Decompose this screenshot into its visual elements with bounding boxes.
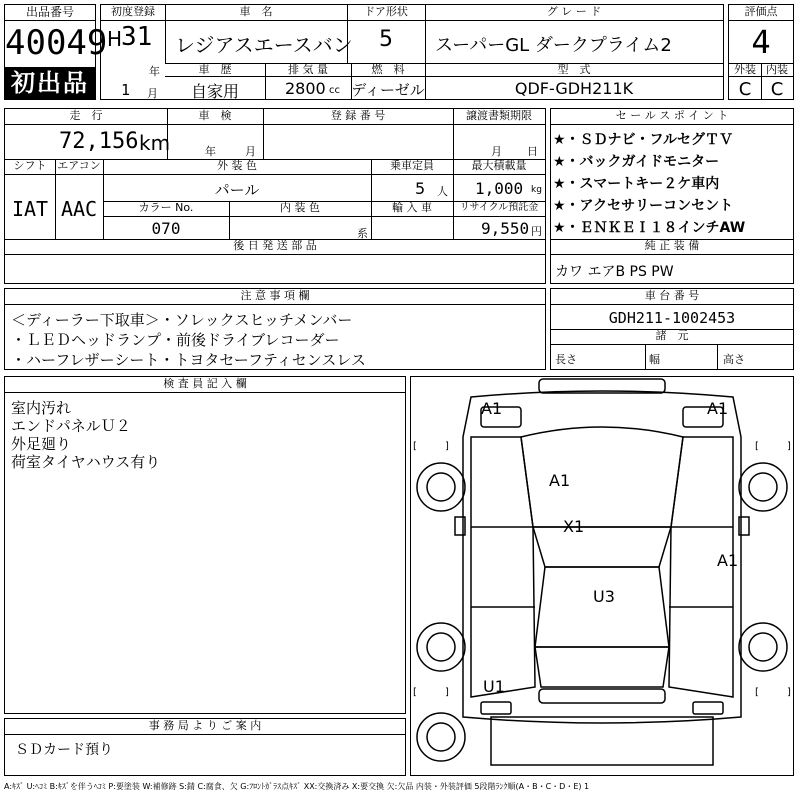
regno-label: 登 録 番 号 bbox=[263, 109, 453, 125]
car-diagram-box bbox=[410, 376, 794, 776]
displacement-label: 排 気 量 bbox=[265, 63, 351, 77]
bracket-mark: [ bbox=[755, 687, 759, 698]
car-body-outline bbox=[463, 391, 741, 723]
inspector-line: エンドパネルＵ２ bbox=[11, 417, 131, 435]
mileage-value: 72,156 bbox=[59, 129, 139, 154]
mark-hood: A1 bbox=[549, 471, 571, 490]
sales-points-box bbox=[550, 108, 794, 284]
recycle-label: リサイクル預託金 bbox=[453, 201, 545, 217]
recycle-unit: 円 bbox=[531, 225, 542, 238]
sales-point-item: ★・ＳＤナビ・フルセグＴＶ bbox=[553, 132, 733, 148]
vehicle-header-box bbox=[100, 4, 724, 100]
mark-roof: U3 bbox=[593, 587, 615, 606]
details-box bbox=[4, 108, 546, 284]
first-listing-text: 初出品 bbox=[11, 69, 89, 97]
hood-panel bbox=[521, 427, 683, 527]
model-label: 型 式 bbox=[425, 63, 723, 77]
name-label: 車 名 bbox=[165, 5, 347, 21]
transfer-label: 譲渡書類期限 bbox=[453, 109, 545, 125]
reg-era: H bbox=[107, 27, 123, 51]
inspector-label: 検 査 員 記 入 欄 bbox=[5, 377, 405, 393]
chassis-label: 車 台 番 号 bbox=[551, 289, 793, 305]
taillight-left bbox=[481, 702, 511, 714]
notes-label: 注 意 事 項 欄 bbox=[5, 289, 545, 305]
office-label: 事 務 局 よ り ご 案 内 bbox=[5, 719, 405, 735]
lot-number: 40049 bbox=[5, 23, 108, 63]
notes-box bbox=[4, 288, 546, 370]
bracket-mark: ] bbox=[445, 687, 449, 698]
car-diagram bbox=[411, 377, 793, 775]
inspection-year-unit: 年 bbox=[205, 145, 216, 158]
bracket-mark: ] bbox=[787, 687, 791, 698]
equipment-label: 純 正 装 備 bbox=[551, 239, 793, 255]
sales-points-label: セ ー ル ス ポ イ ン ト bbox=[551, 109, 793, 125]
score-box bbox=[728, 4, 794, 100]
history-label: 車 歴 bbox=[165, 63, 265, 77]
ext-value: C bbox=[738, 79, 752, 100]
recycle-value: 9,550 bbox=[481, 219, 530, 238]
mark-windshield: X1 bbox=[563, 517, 585, 536]
inspector-line: 荷室タイヤハウス有り bbox=[11, 453, 161, 471]
rear-glass bbox=[535, 647, 669, 687]
bracket-mark: ] bbox=[787, 441, 791, 452]
wheel-rear-right bbox=[739, 623, 787, 671]
interior-color-label: 内 装 色 bbox=[229, 201, 371, 217]
width-label: 幅 bbox=[649, 353, 660, 366]
notes-line: ・ＬＥＤヘッドランプ・前後ドライブレコーダー bbox=[11, 331, 340, 349]
inspector-box bbox=[4, 376, 406, 714]
capacity-value: 5 bbox=[415, 179, 426, 198]
office-text: ＳＤカード預り bbox=[15, 742, 113, 758]
displacement-value: 2800 bbox=[285, 79, 326, 98]
first-listing-badge bbox=[5, 67, 95, 99]
length-label: 長さ bbox=[555, 353, 577, 366]
office-box bbox=[4, 718, 406, 776]
load-label: 最大積載量 bbox=[453, 159, 545, 175]
sales-point-item: ★・バックガイドモニター bbox=[553, 154, 720, 170]
load-value: 1,000 bbox=[475, 179, 524, 198]
transfer-month-unit: 月 bbox=[491, 145, 502, 158]
color-value: パール bbox=[214, 181, 260, 199]
later-parts-label: 後 日 発 送 部 品 bbox=[5, 239, 545, 255]
int-value: C bbox=[770, 79, 784, 100]
left-side-panel bbox=[471, 437, 535, 697]
spare-tire bbox=[417, 713, 465, 761]
score-value: 4 bbox=[751, 23, 771, 61]
bottom-strip bbox=[491, 717, 713, 765]
grade-value: スーパーGL ダークプライム2 bbox=[435, 35, 672, 56]
capacity-label: 乗車定員 bbox=[371, 159, 453, 175]
color-no-value: 070 bbox=[151, 219, 181, 238]
int-label: 内装 bbox=[761, 63, 793, 77]
notes-line: ＜ディーラー下取車＞・ソレックスヒッチメンバー bbox=[11, 311, 353, 329]
height-label: 高さ bbox=[723, 353, 745, 366]
equipment-value: カワ エアB PS PW bbox=[555, 264, 674, 280]
dims-label: 諸 元 bbox=[551, 329, 793, 345]
ac-label: エアコン bbox=[55, 159, 103, 175]
displacement-unit: cc bbox=[329, 85, 340, 96]
vehicle-name: レジアスエースバン bbox=[175, 33, 353, 57]
fuel-label: 燃 料 bbox=[351, 63, 425, 77]
roof-panel bbox=[535, 567, 669, 647]
shift-label: シフト bbox=[5, 159, 55, 175]
reg-year-unit: 年 bbox=[149, 65, 160, 78]
shift-value: IAT bbox=[11, 197, 49, 221]
sales-point-item: ★・アクセサリーコンセント bbox=[553, 198, 734, 214]
reg-month-unit: 月 bbox=[147, 87, 158, 100]
fuel-value: ディーゼル bbox=[351, 81, 425, 99]
inspection-label: 車 検 bbox=[167, 109, 263, 125]
capacity-unit: 人 bbox=[437, 185, 448, 198]
mileage-label: 走 行 bbox=[5, 109, 167, 125]
reg-label: 初度登録 bbox=[101, 5, 165, 21]
inspection-month-unit: 月 bbox=[245, 145, 256, 158]
rear-bumper bbox=[539, 689, 665, 703]
lot-number-label: 出品番号 bbox=[5, 5, 95, 21]
taillight-right bbox=[693, 702, 723, 714]
bracket-mark: ] bbox=[445, 441, 449, 452]
load-unit: kg bbox=[531, 185, 542, 195]
ext-label: 外装 bbox=[729, 63, 761, 77]
door-label: ドア形状 bbox=[347, 5, 425, 21]
wheel-front-right bbox=[739, 463, 787, 511]
color-no-label: カラー No. bbox=[103, 201, 229, 217]
wheel-front-left bbox=[417, 463, 465, 511]
inspector-line: 外足廻り bbox=[11, 435, 72, 453]
bracket-mark: [ bbox=[755, 441, 759, 452]
door-value: 5 bbox=[379, 27, 393, 52]
mark-rear: U1 bbox=[483, 677, 505, 696]
sales-point-item: ★・スマートキー２ケ車内 bbox=[553, 176, 720, 192]
interior-color-suffix: 系 bbox=[357, 227, 368, 240]
reg-month: 1 bbox=[121, 81, 131, 99]
inspector-line: 室内汚れ bbox=[11, 399, 72, 417]
legend: A:ｷｽﾞ U:ﾍｺﾐ B:ｷｽﾞを伴うﾍｺﾐ P:要塗装 W:補修跡 S:錆 C:腐食、欠 G:ﾌﾛﾝﾄｶﾞﾗｽ点ｷｽﾞ XX:交換済み X:要交換 欠:欠品 内装・外装評価 5段階ﾗﾝｸ順(A・B・C・D・E) 1 bbox=[4, 782, 590, 791]
ac-value: AAC bbox=[60, 197, 98, 221]
color-label: 外 装 色 bbox=[103, 159, 371, 175]
lot-number-box bbox=[4, 4, 108, 100]
mileage-unit: km bbox=[139, 131, 171, 155]
mark-right-side: A1 bbox=[717, 551, 739, 570]
chassis-value: GDH211-1002453 bbox=[608, 309, 736, 327]
notes-line: ・ハーフレザーシート・トヨタセーフティセンスレス bbox=[11, 351, 366, 369]
model-value: QDF-GDH211K bbox=[514, 79, 634, 98]
transfer-day-unit: 日 bbox=[527, 145, 538, 158]
mark-front-right: A1 bbox=[707, 399, 729, 418]
bracket-mark: [ bbox=[413, 687, 417, 698]
windshield-panel bbox=[533, 527, 671, 567]
reg-year: 31 bbox=[121, 22, 153, 52]
wheel-rear-left bbox=[417, 623, 465, 671]
mark-front-left: A1 bbox=[481, 399, 503, 418]
chassis-box bbox=[550, 288, 794, 370]
import-label: 輸 入 車 bbox=[371, 201, 453, 217]
grade-label: グ レ ー ド bbox=[425, 5, 723, 21]
sales-point-item: ★・ＥＮＫＥＩ１８インチAW bbox=[553, 220, 746, 236]
history-value: 自家用 bbox=[190, 82, 239, 101]
bracket-mark: [ bbox=[413, 441, 417, 452]
score-label: 評価点 bbox=[729, 5, 793, 21]
